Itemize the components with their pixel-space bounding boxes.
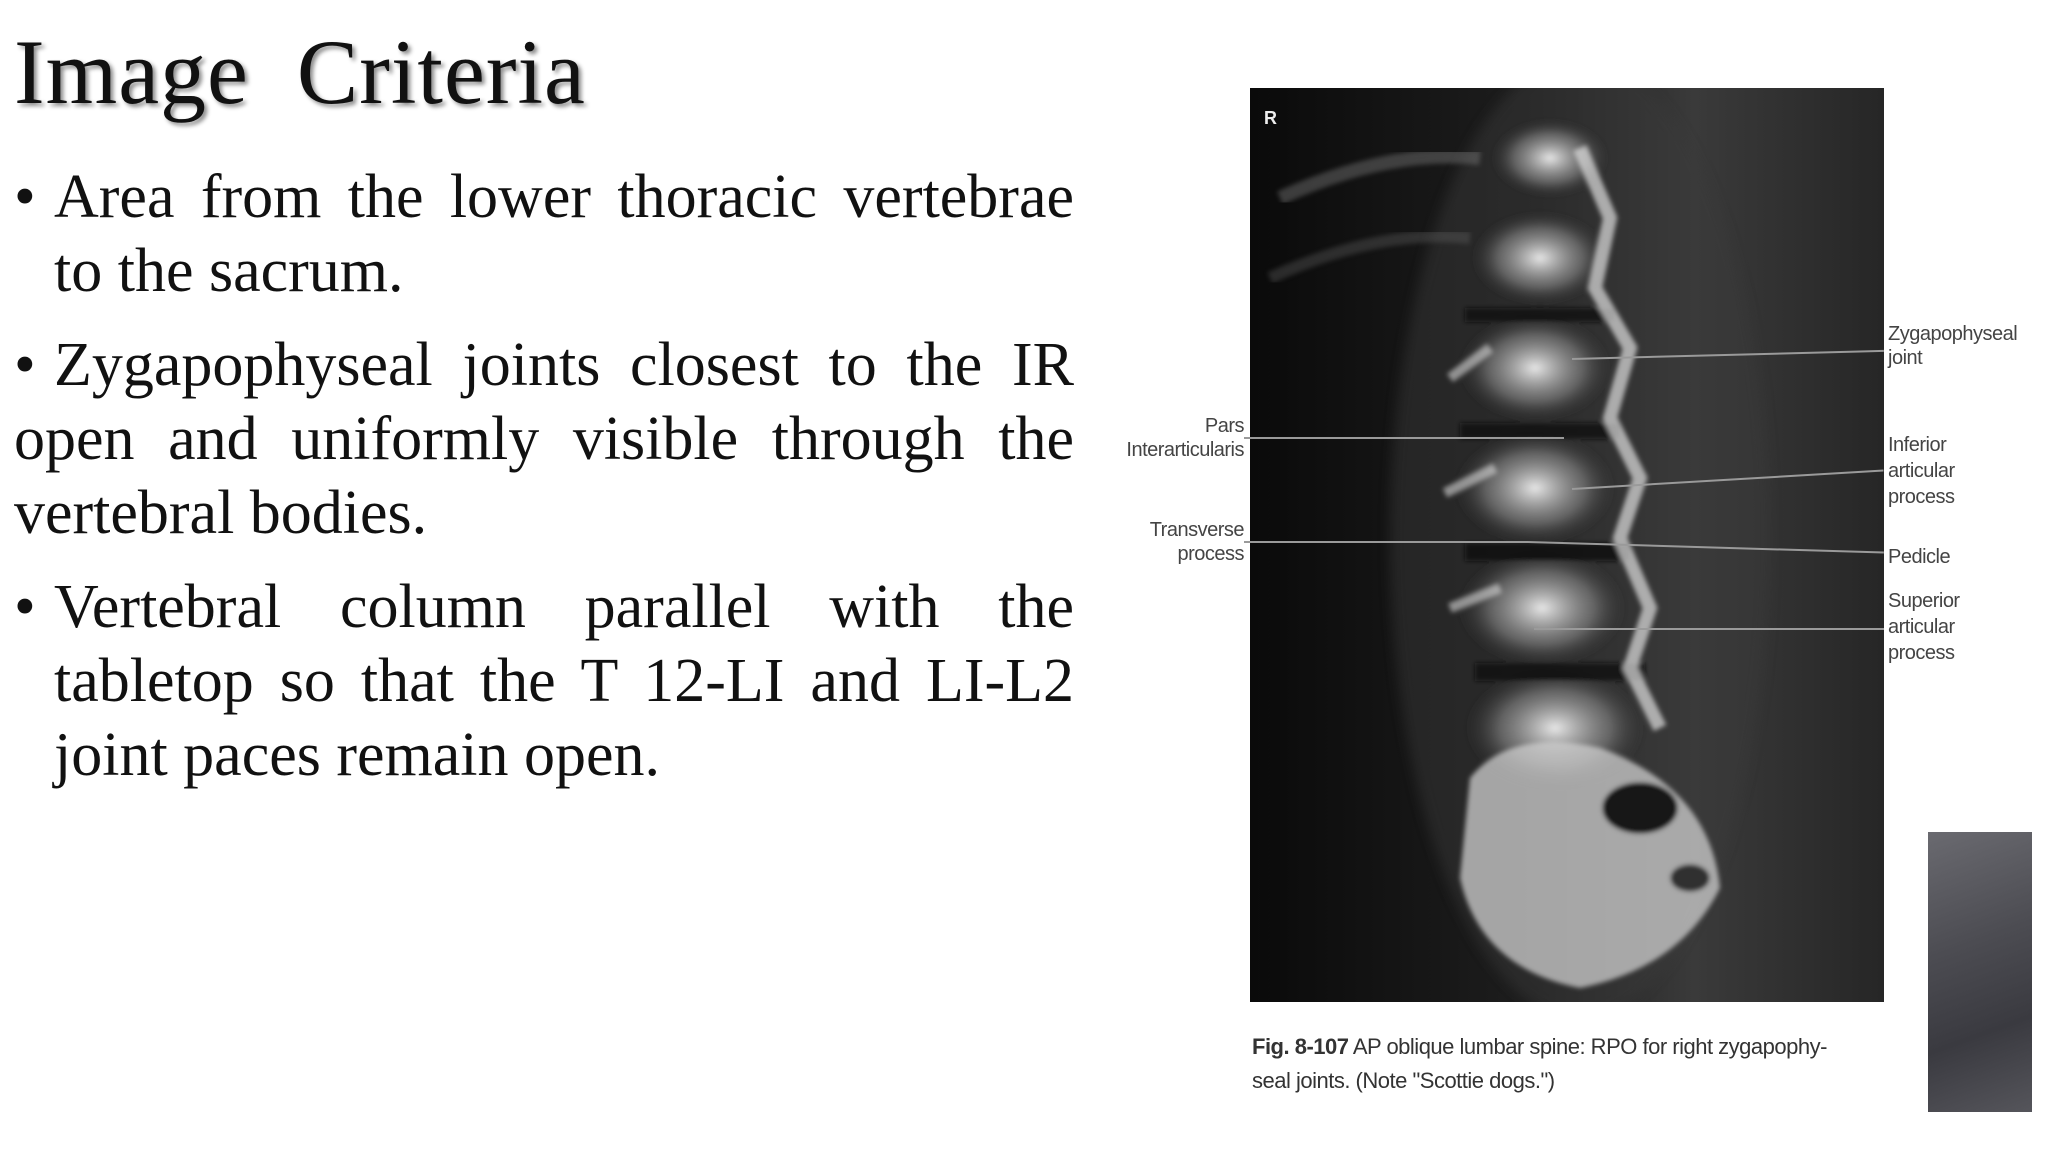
bullet-list — [14, 160, 1074, 812]
label-transverse-process: Transverse process — [1149, 519, 1244, 565]
label-zygapophyseal-joint: Zygapophyseal joint — [1888, 323, 2018, 369]
caption-text-line1: AP oblique lumbar spine: RPO for right zygapophy- — [1348, 1034, 1827, 1059]
bullet-text: Vertebral column parallel with the tabletop so that the T 12-LI and LI-L2 joint paces remain open. — [54, 573, 1074, 789]
leader-line-superior — [1534, 628, 1884, 630]
figure-caption — [1252, 1030, 1892, 1098]
bullet-marker: • — [14, 331, 36, 399]
label-pedicle: Pedicle — [1888, 546, 1951, 568]
label-pars-interarticularis: Pars Interarticularis — [1126, 415, 1244, 461]
bullet-item — [14, 570, 1074, 792]
leader-line-transverse — [1244, 541, 1528, 543]
xray-illustration — [1250, 88, 1884, 1002]
bullet-item — [14, 160, 1074, 308]
caption-figure-number: Fig. 8-107 — [1252, 1034, 1349, 1059]
caption-text-line2: seal joints. (Note "Scottie dogs.") — [1252, 1068, 1555, 1093]
bullet-item — [14, 328, 1074, 550]
bullet-marker: • — [14, 573, 36, 641]
partial-xray-thumbnail — [1928, 832, 2032, 1112]
label-inferior-articular-process: Inferior articular process — [1888, 434, 1955, 508]
xray-image — [1250, 88, 1884, 1002]
orientation-marker: R — [1264, 108, 1277, 128]
bullet-marker: • — [14, 163, 36, 231]
slide-title: Image Criteria — [14, 21, 586, 123]
bullet-text: Zygapophyseal joints closest to the IR open and uniformly visible through the vertebral bodies. — [14, 331, 1074, 547]
leader-line-pars — [1244, 437, 1564, 439]
label-superior-articular-process: Superior articular process — [1888, 590, 1960, 664]
bullet-text: Area from the lower thoracic vertebrae to the sacrum. — [54, 163, 1074, 305]
